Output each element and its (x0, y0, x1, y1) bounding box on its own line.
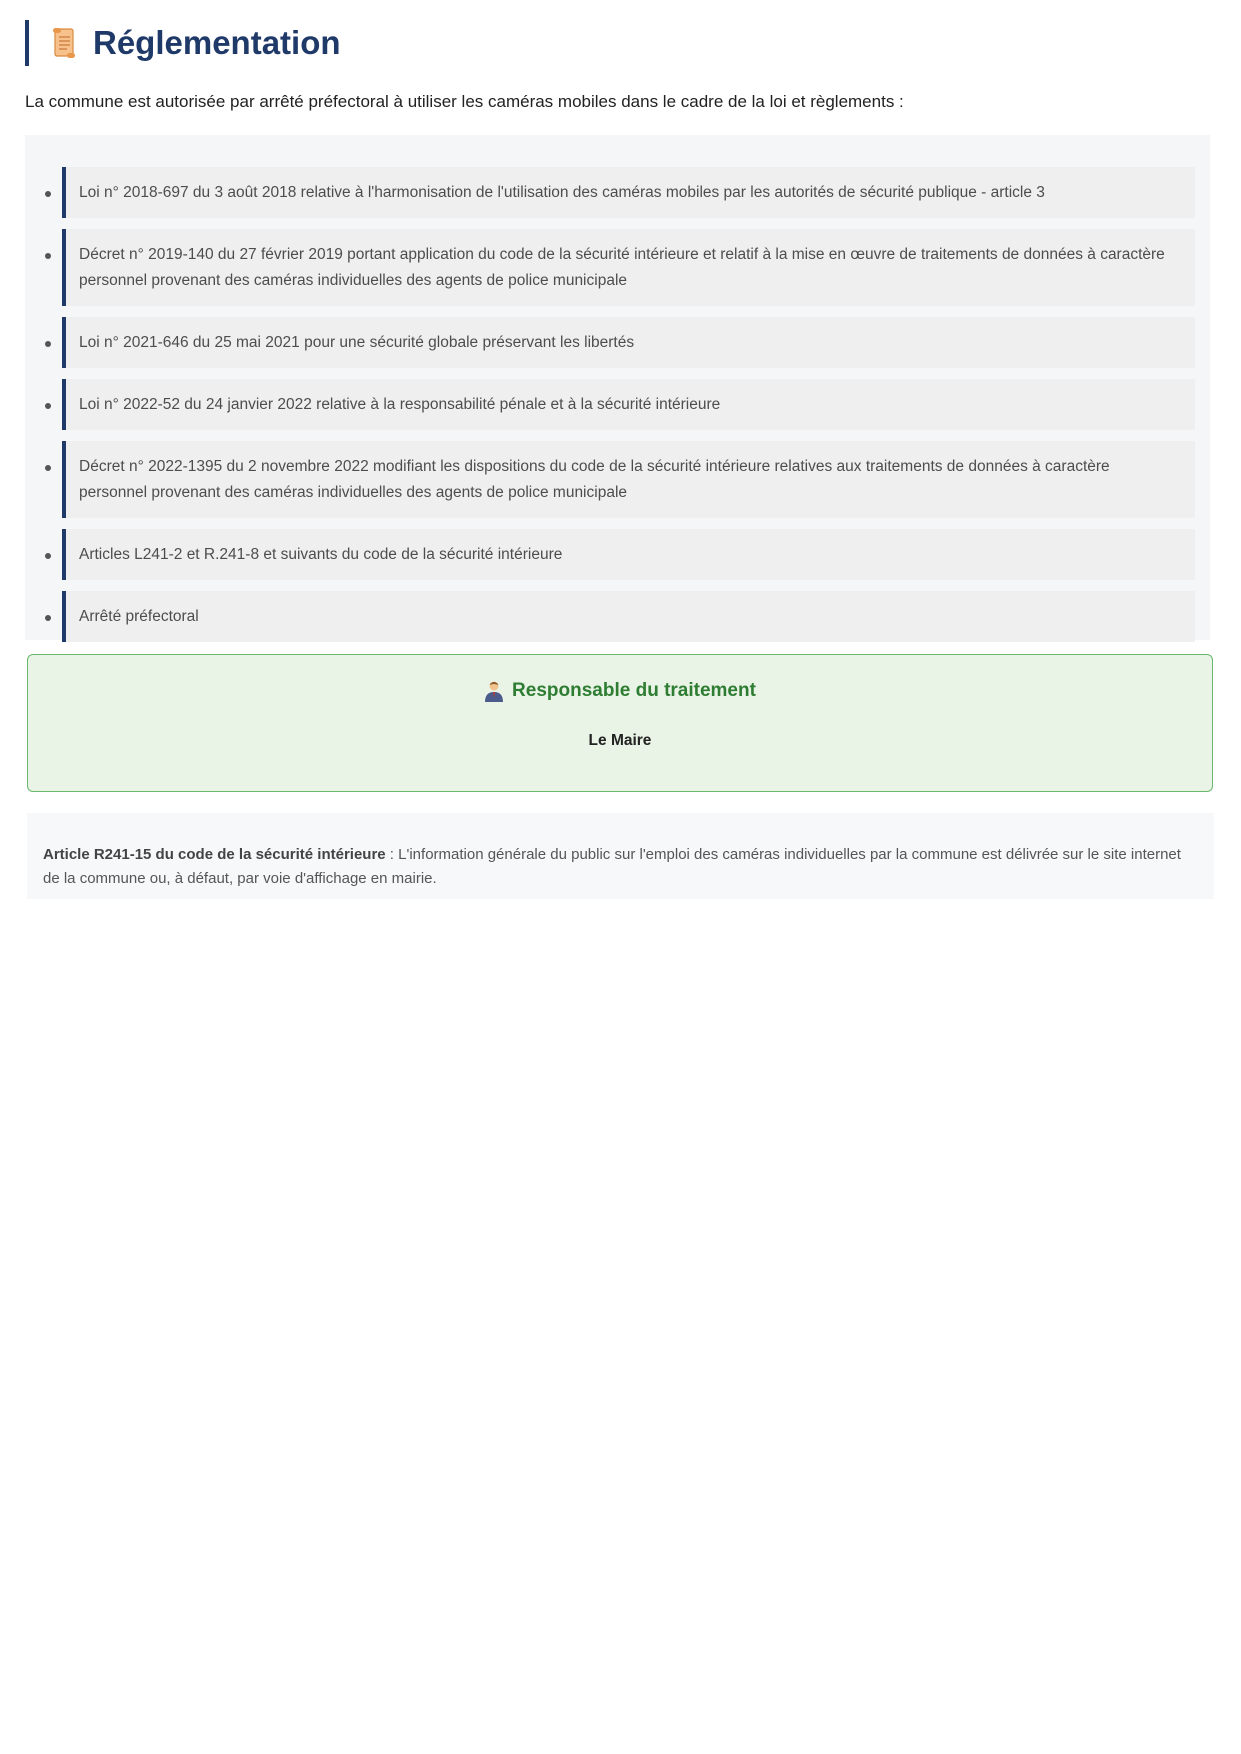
law-item-text: Loi n° 2018-697 du 3 août 2018 relative à l'harmonisation de l'utilisation des caméras mobiles par les autorités de sécurité publique - article 3 (79, 184, 1045, 201)
responsable-title: Responsable du traitement (512, 680, 756, 701)
bullet (45, 465, 51, 471)
law-item-text: Articles L241-2 et R.241-8 et suivants du code de la sécurité intérieure (79, 546, 563, 563)
law-item (62, 529, 1195, 580)
bullet (45, 615, 51, 621)
bullet (45, 403, 51, 409)
law-item-text: Loi n° 2021-646 du 25 mai 2021 pour une sécurité globale préservant les libertés (79, 334, 635, 351)
law-item (62, 317, 1195, 368)
law-item-text: Décret n° 2022-1395 du 2 novembre 2022 modifiant les dispositions du code de la sécurité intérieure relatives aux traitements de données à caractère personnel provenant des caméras individuelles des agents de police municipale (79, 458, 1110, 501)
law-item (62, 591, 1195, 642)
law-item (62, 229, 1195, 306)
bullet (45, 253, 51, 259)
law-list (25, 167, 1195, 642)
info-text: : L'information générale du public sur l'emploi des caméras individuelles par la commune est délivrée sur le site internet de la commune ou, à défaut, par voie d'affichage en mairie. (43, 846, 1181, 887)
responsable-heading (28, 680, 1212, 702)
info-reference: Article R241-15 du code de la sécurité intérieure (43, 846, 386, 863)
law-item (62, 167, 1195, 218)
bullet (45, 341, 51, 347)
person-icon (484, 680, 504, 702)
bullet (45, 553, 51, 559)
law-item-text: Loi n° 2022-52 du 24 janvier 2022 relative à la responsabilité pénale et à la sécurité intérieure (79, 396, 721, 413)
law-item-text: Décret n° 2019-140 du 27 février 2019 portant application du code de la sécurité intérieure et relatif à la mise en œuvre de traitements de données à caractère personnel provenant des caméras individuelles des agents de police municipale (79, 246, 1165, 289)
responsable-name: Le Maire (588, 732, 652, 749)
law-item-text: Arrêté préfectoral (79, 608, 199, 625)
law-list-box (25, 135, 1210, 640)
info-box (27, 813, 1214, 899)
page-title: Réglementation (93, 24, 341, 61)
intro-text: La commune est autorisée par arrêté préfectoral à utiliser les caméras mobiles dans le cadre de la loi et règlements : (25, 92, 904, 111)
law-item (62, 441, 1195, 518)
section-heading (25, 20, 341, 66)
responsable-box (27, 654, 1213, 792)
law-item (62, 379, 1195, 430)
bullet (45, 191, 51, 197)
scroll-icon (51, 27, 77, 59)
